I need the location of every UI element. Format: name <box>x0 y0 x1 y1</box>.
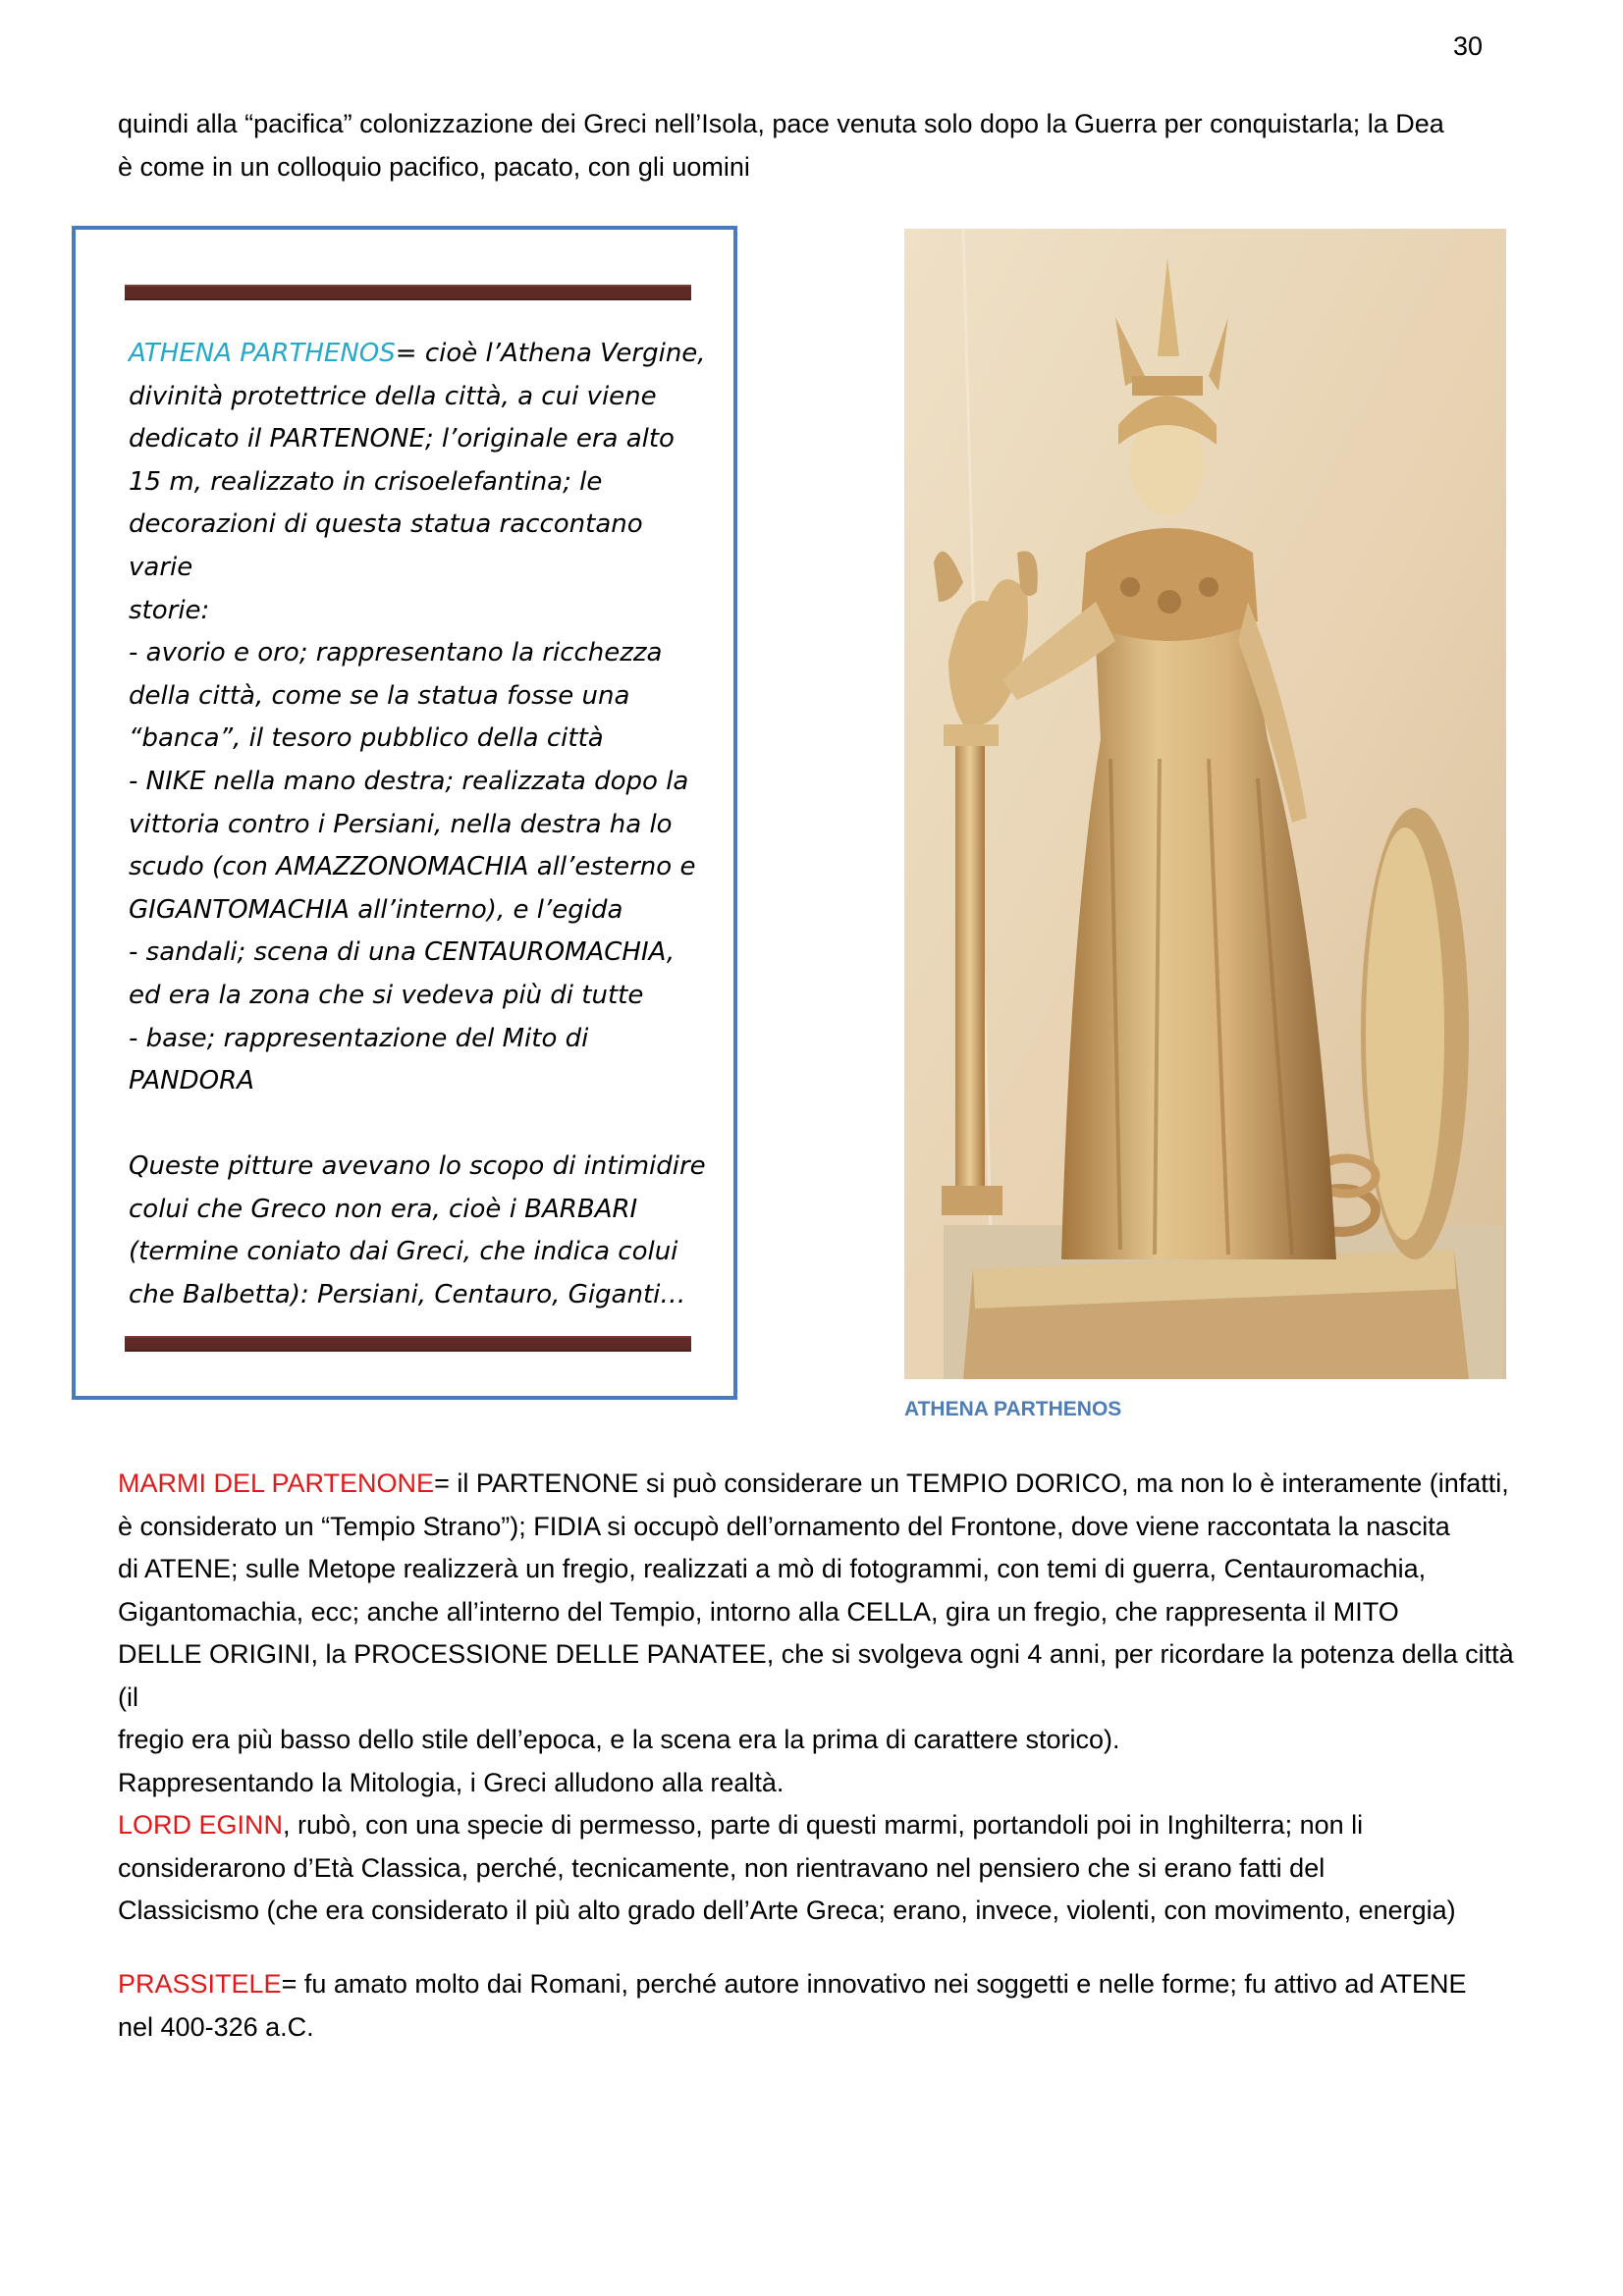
sidebar-line: divinità protettrice della città, a cui viene <box>129 381 657 411</box>
page-number: 30 <box>1453 31 1484 61</box>
intro-line: quindi alla “pacifica” colonizzazione dei Greci nell’Isola, pace venuta solo dopo la Guerra per conquistarla; la Dea <box>118 109 1444 138</box>
marmi-line: MARMI DEL PARTENONE= il PARTENONE si può considerare un TEMPIO DORICO, ma non lo è interamente (infatti, <box>118 1468 1509 1498</box>
prassitele-paragraph <box>118 1963 1532 2049</box>
lord-line: LORD EGINN, rubò, con una specie di permesso, parte di questi marmi, portandoli poi in Inghilterra; non li <box>118 1810 1364 1840</box>
sidebar-text <box>129 333 708 1317</box>
sidebar-line: scudo (con AMAZZONOMACHIA all’esterno e <box>129 852 696 882</box>
sidebar-line: decorazioni di questa statua raccontano varie <box>129 509 643 582</box>
lord-line: considerarono d’Età Classica, perché, tecnicamente, non rientravano nel pensiero che si erano fatti del <box>118 1852 1325 1883</box>
marmi-line: è considerato un “Tempio Strano”); FIDIA si occupò dell’ornamento del Frontone, dove viene raccontata la nascita <box>118 1511 1450 1541</box>
sidebar-line: Queste pitture avevano lo scopo di intimidire <box>129 1151 706 1182</box>
prassitele-term: PRASSITELE <box>118 1969 282 1999</box>
sidebar-line: (termine coniato dai Greci, che indica colui <box>129 1237 678 1267</box>
sidebar-line: - avorio e oro; rappresentano la ricchezza <box>129 638 663 668</box>
athena-term: ATHENA PARTHENOS <box>129 339 396 368</box>
athena-parthenos-photo <box>904 229 1506 1379</box>
photo-caption: ATHENA PARTHENOS <box>904 1398 1122 1420</box>
sidebar-line: storie: <box>129 595 210 625</box>
marmi-line: fregio era più basso dello stile dell’epoca, e la scena era la prima di carattere storico). <box>118 1725 1120 1754</box>
sidebar-line: 15 m, realizzato in crisoelefantina; le <box>129 466 603 497</box>
sidebar-line: - base; rappresentazione del Mito di <box>129 1023 589 1053</box>
sidebar-line: - NIKE nella mano destra; realizzata dopo la <box>129 766 689 796</box>
athena-sidebar-box <box>72 226 737 1400</box>
prassitele-line: PRASSITELE= fu amato molto dai Romani, perché autore innovativo nei soggetti e nelle forme; fu attivo ad ATENE <box>118 1969 1467 1999</box>
sidebar-line: ATHENA PARTHENOS= cioè l’Athena Vergine, <box>129 339 706 368</box>
marmi-line: DELLE ORIGINI, la PROCESSIONE DELLE PANATEE, che si svolgeva ogni 4 anni, per ricordare la potenza della città (il <box>118 1639 1514 1712</box>
marmi-term: MARMI DEL PARTENONE <box>118 1468 435 1498</box>
bottom-divider <box>125 1336 691 1352</box>
marmi-line: di ATENE; sulle Metope realizzerà un fregio, realizzati a mò di fotogrammi, con temi di guerra, Centauromachia, <box>118 1554 1427 1583</box>
prassitele-line: nel 400-326 a.C. <box>118 2011 314 2042</box>
sidebar-line: della città, come se la statua fosse una <box>129 680 630 711</box>
sidebar-line: - sandali; scena di una CENTAUROMACHIA, <box>129 937 676 968</box>
lord-line: Classicismo (che era considerato il più alto grado dell’Arte Greca; erano, invece, violenti, con movimento, energia) <box>118 1896 1456 1925</box>
intro-paragraph <box>118 103 1532 188</box>
sidebar-line: dedicato il PARTENONE; l’originale era alto <box>129 424 675 454</box>
top-divider <box>125 285 691 300</box>
sidebar-line: GIGANTOMACHIA all’interno), e l’egida <box>129 894 623 925</box>
sidebar-line: vittoria contro i Persiani, nella destra ha lo <box>129 809 673 839</box>
marmi-paragraph <box>118 1463 1532 1933</box>
sidebar-line: ed era la zona che si vedeva più di tutte <box>129 980 644 1010</box>
marmi-line: Rappresentando la Mitologia, i Greci alludono alla realtà. <box>118 1767 784 1797</box>
sidebar-line: colui che Greco non era, cioè i BARBARI <box>129 1194 638 1224</box>
lord-eginn-term: LORD EGINN <box>118 1810 284 1840</box>
sidebar-line: “banca”, il tesoro pubblico della città <box>129 723 604 754</box>
sidebar-line: che Balbetta): Persiani, Centauro, Giganti… <box>129 1280 686 1310</box>
sidebar-line: PANDORA <box>129 1066 254 1096</box>
intro-line: è come in un colloquio pacifico, pacato, con gli uomini <box>118 151 750 182</box>
marmi-line: Gigantomachia, ecc; anche all’interno del Tempio, intorno alla CELLA, gira un fregio, che rappresenta il MITO <box>118 1596 1399 1627</box>
